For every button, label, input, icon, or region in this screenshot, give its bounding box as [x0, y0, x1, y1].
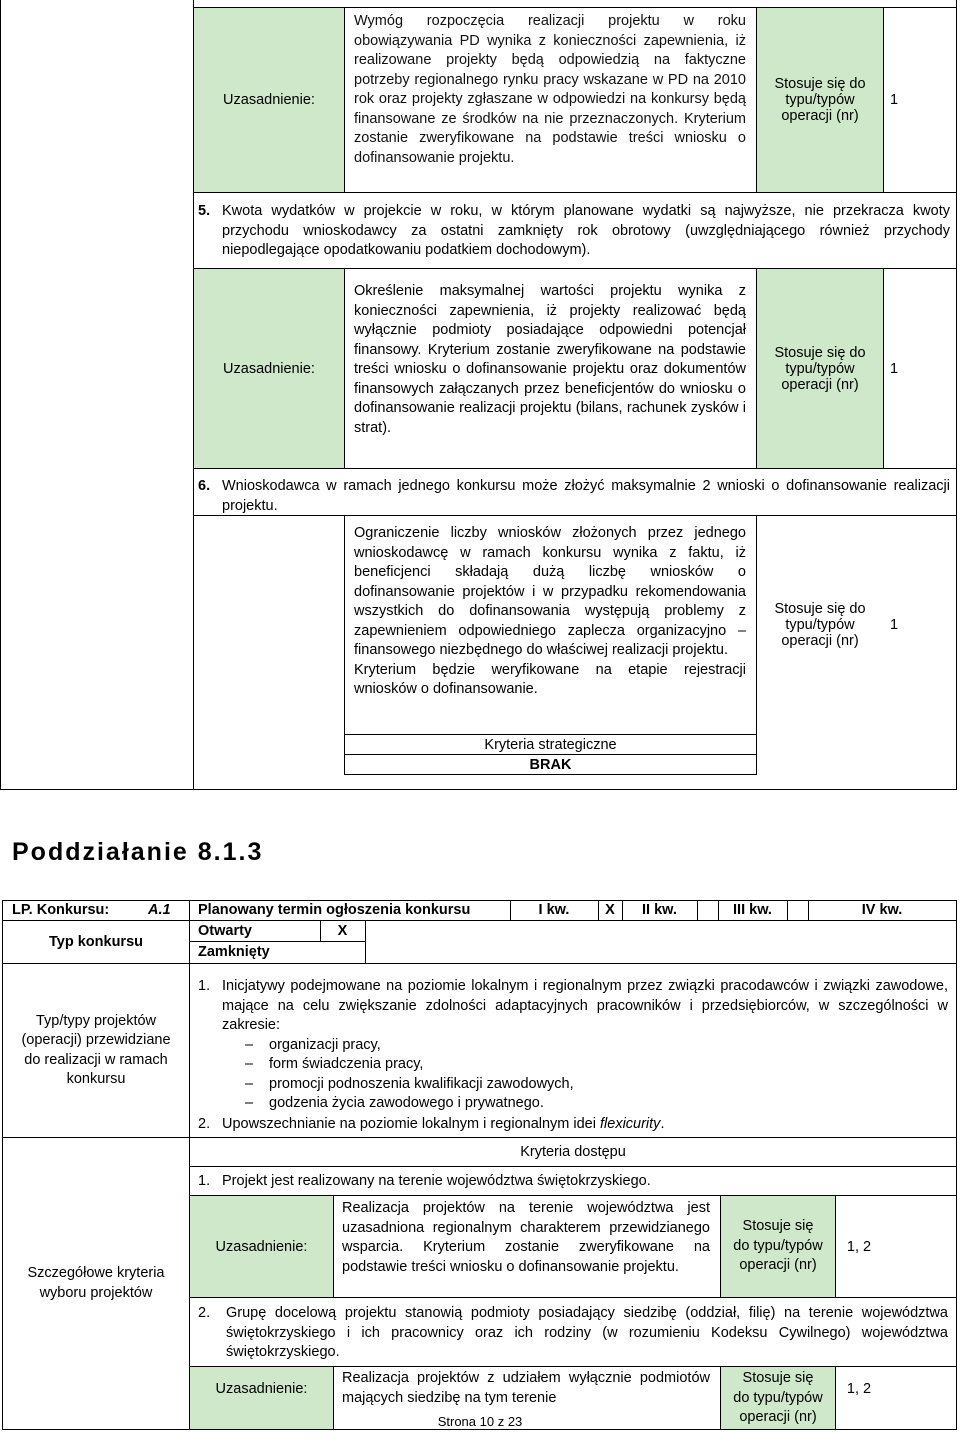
justification-text: Określenie maksymalnej wartości projektu wynika z konieczności zapewnienia, iż projekty realizować będą wyłącznie podmioty posiadające odpowiedni potencjał finansowy. Kryterium zostanie zweryfikowane na podstawie treści wniosku o dofinansowanie projektu oraz dokumentów finansowych załączanych przez beneficjentów do wniosku o dofinansowanie realizacji projektu (bilans, rachunek zysków i strat).	[354, 283, 746, 436]
criterion-6: 6. Wnioskodawca w ramach jednego konkursu może złożyć maksymalnie 2 wnioski o dofinansowanie realizacji projektu.	[198, 478, 950, 514]
applies-value: 1	[889, 360, 899, 377]
uzasadnienie-label: Uzasadnienie:	[223, 360, 315, 377]
lp-konkursu-label: LP. Konkursu:	[12, 902, 110, 918]
strategic-criteria-label: Kryteria strategiczne	[484, 736, 617, 753]
page-heading: Poddziałanie 8.1.3	[12, 838, 264, 866]
justification-text: Realizacja projektów z udziałem wyłącznie podmiotów mających siedzibę na tym terenie	[342, 1370, 710, 1406]
quarter-4: IV kw.	[861, 902, 903, 918]
project-type-1-item: – godzenia życia zawodowego i prywatnego.	[245, 1094, 948, 1114]
quarter-1: I kw.	[538, 902, 570, 918]
access-criterion-2: 2. Grupę docelową projektu stanowią podmioty posiadający siedzibę (oddział, filię) na terenie województwa świętokrzyskiego i ich pracownicy oraz ich rodziny (w rozumieniu Kodeksu Cywilnego) województwa świętokrzyskiego.	[198, 1305, 948, 1360]
project-type-2: 2. Upowszechnianie na poziomie lokalnym i regionalnym idei flexicurity.	[198, 1116, 665, 1132]
applies-value: 1	[889, 616, 899, 633]
access-criteria-label: Kryteria dostępu	[520, 1144, 626, 1160]
applies-value: 1	[889, 92, 899, 108]
applies-label: Stosuje się do typu/typów operacji (nr)	[733, 1370, 823, 1425]
lp-konkursu-value: A.1	[148, 902, 171, 918]
applies-label: Stosuje się do typu/typów operacji (nr)	[774, 600, 866, 649]
planned-term-label: Planowany termin ogłoszenia konkursu	[198, 902, 471, 918]
justification-text: Realizacja projektów na terenie województwa jest uzasadniona regionalnym charakterem przewidzianego wsparcia. Kryterium zostanie zweryfikowane na podstawie treści wniosku o dofinansowanie projektu.	[342, 1200, 710, 1275]
project-type-1-item: – organizacji pracy,	[245, 1036, 948, 1056]
contest-open-label: Otwarty	[198, 923, 252, 939]
justification-text: Ograniczenie liczby wniosków złożonych przez jednego wnioskodawcę w ramach konkursu wynika z faktu, iż beneficjenci składają dużą liczbę wniosków o dofinansowanie projektów i w przypadku rekomendowania wszystkich do dofinansowania występują problemy z zapewnieniem odpowiedniego zaplecza organizacyjno – finansowego niezbędnego do właściwej realizacji projektu. Kryterium będzie weryfikowane na etapie rejestracji wniosków o dofinansowanie.	[354, 525, 746, 697]
criterion-5: 5. Kwota wydatków w projekcie w roku, w którym planowane wydatki są najwyższe, nie przekracza kwoty przychodu wnioskodawcy za ostatni zamknięty rok obrotowy (uwzględniającego również przychody niepodlegające opodatkowaniu podatkiem dochodowym).	[198, 203, 950, 258]
uzasadnienie-label: Uzasadnienie:	[223, 92, 315, 108]
project-type-1-item: – promocji podnoszenia kwalifikacji zawodowych,	[245, 1075, 948, 1095]
strategic-criteria-value: BRAK	[529, 756, 572, 773]
applies-label: Stosuje się do typu/typów operacji (nr)	[774, 344, 866, 393]
applies-value: 1, 2	[846, 1381, 872, 1397]
uzasadnienie-label: Uzasadnienie:	[215, 1381, 308, 1397]
project-type-1: 1. Inicjatywy podejmowane na poziomie lokalnym i regionalnym przez związki pracodawców i związki zawodowe, mające na celu zwiększanie zdolności adaptacyjnych pracowników i przedsiębiorców, w szczególności w zakresie: – organizacji pracy, – form świadczenia pracy, – promocji podnoszenia kwalifikacji zawodowych, – godzenia życia zawodowego i prywatnego.	[198, 977, 948, 1114]
access-criterion-1: 1. Projekt jest realizowany na terenie województwa świętokrzyskiego.	[198, 1173, 651, 1189]
quarter-2: II kw.	[642, 902, 677, 918]
project-types-label: Typ/typy projektów (operacji) przewidziane do realizacji w ramach konkursu	[21, 1012, 171, 1087]
contest-open-mark: X	[337, 923, 348, 939]
project-type-1-item: – form świadczenia pracy,	[245, 1055, 948, 1075]
contest-type-label: Typ konkursu	[49, 934, 143, 950]
contest-closed-label: Zamknięty	[198, 944, 270, 960]
justification-text: Wymóg rozpoczęcia realizacji projektu w roku obowiązywania PD wynika z konieczności zapewnienia, iż realizowane projekty będą odpowiedzią na faktyczne potrzeby regionalnego rynku pracy wskazane w PD na 2010 rok oraz projekty zgłaszane w odpowiedzi na konkursy będą finansowane ze środków na nie przeznaczonych. Kryterium zostanie zweryfikowane na podstawie treści wniosku o dofinansowanie projektu.	[354, 13, 746, 166]
quarter-3: III kw.	[733, 902, 772, 918]
detailed-criteria-label: Szczegółowe kryteria wyboru projektów	[27, 1265, 165, 1301]
uzasadnienie-label: Uzasadnienie:	[215, 1238, 308, 1255]
quarter-1-mark: X	[605, 902, 615, 918]
applies-label: Stosuje się do typu/typów operacji (nr)	[774, 76, 866, 124]
page-footer: Strona 10 z 23	[380, 1414, 580, 1429]
applies-label: Stosuje się do typu/typów operacji (nr)	[733, 1218, 823, 1274]
applies-value: 1, 2	[846, 1238, 872, 1255]
